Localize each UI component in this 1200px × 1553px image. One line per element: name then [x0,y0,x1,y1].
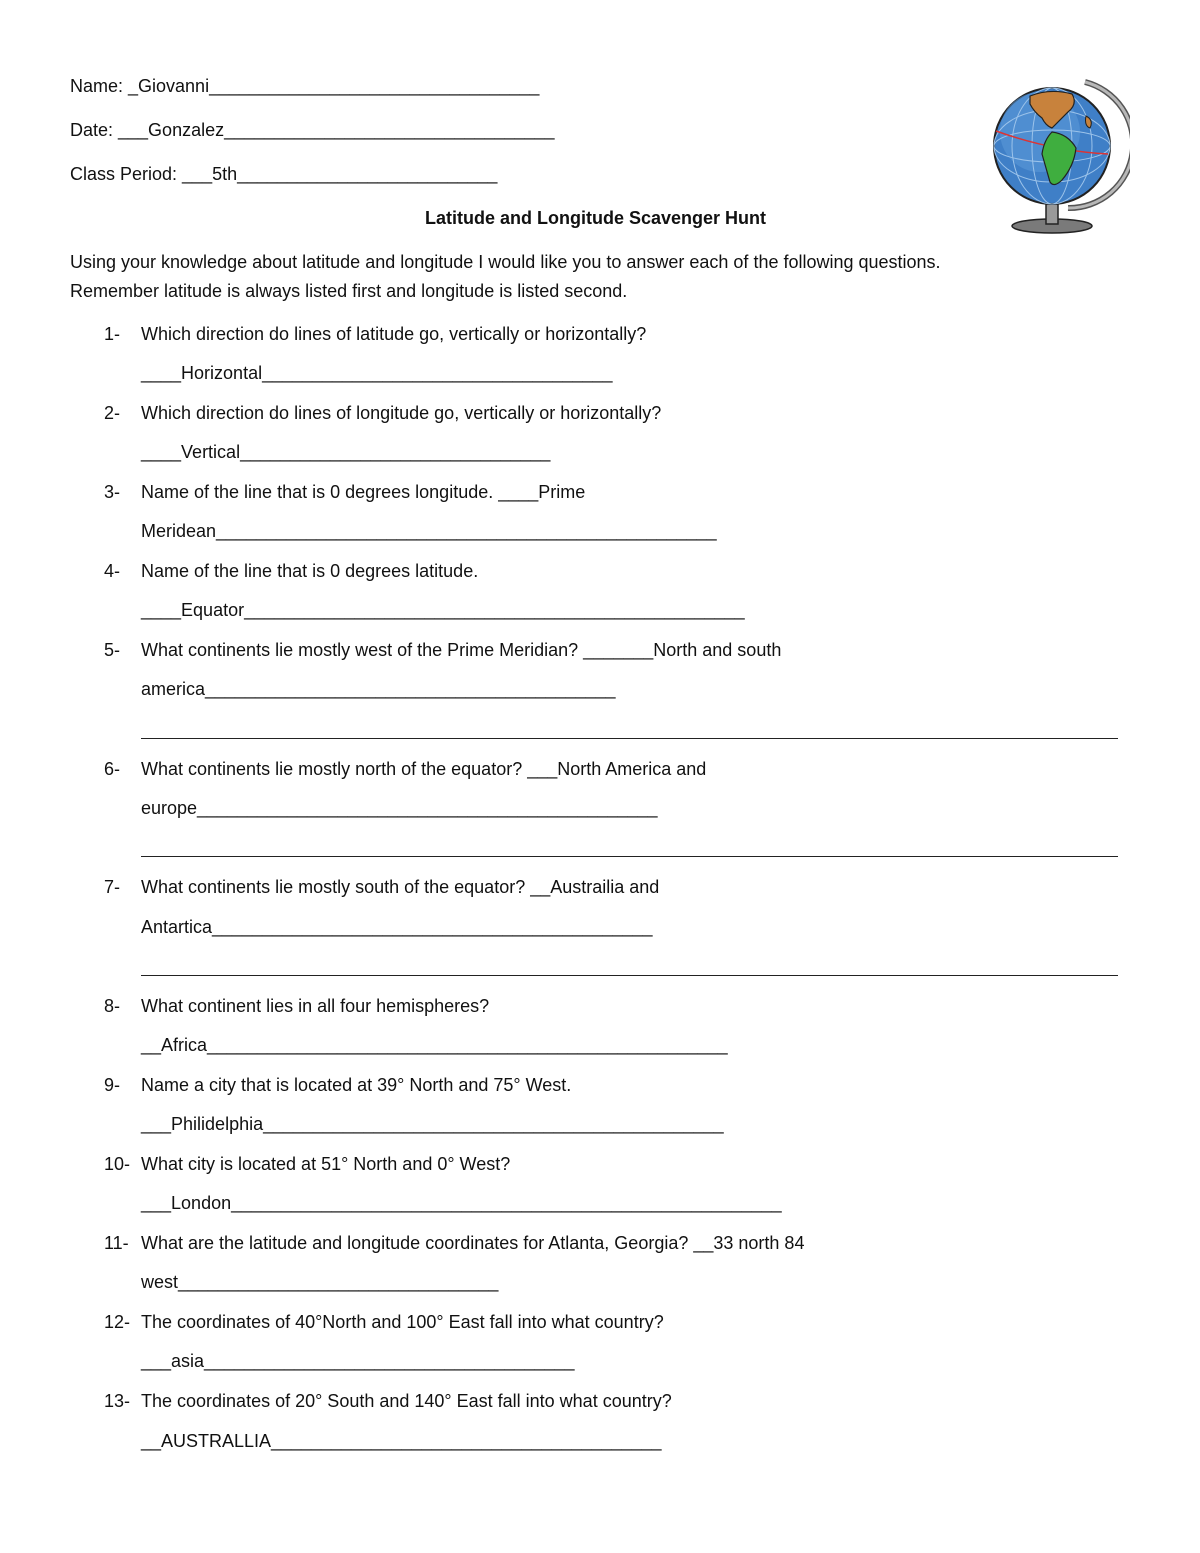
question-number: 10- [104,1154,131,1174]
question-number: 7- [104,877,121,897]
answer-text: ____Horizontal___________________________________ [141,363,613,383]
worksheet-title: Latitude and Longitude Scavenger Hunt [425,208,767,228]
question-number: 9- [104,1075,121,1095]
answer-text: west________________________________ [141,1272,499,1292]
question-text: What continents lie mostly west of the Prime Meridian? _______North and south [141,640,782,660]
question-text: What continents lie mostly south of the equator? __Austrailia and [141,877,660,897]
globe-icon [990,76,1130,236]
question-number: 12- [104,1312,131,1332]
answer-blank-line [141,975,1118,976]
question-text: The coordinates of 40°North and 100° East fall into what country? [141,1312,664,1332]
answer-text: Meridean__________________________________________________ [141,521,717,541]
question-number: 4- [104,561,121,581]
name-field: Name: _Giovanni_________________________________ [70,76,540,96]
answer-blank-line [141,856,1118,857]
question-text: What city is located at 51° North and 0° West? [141,1154,511,1174]
intro-line-2: Remember latitude is always listed first and longitude is listed second. [70,281,628,301]
answer-text: __Africa____________________________________________________ [141,1035,728,1055]
answer-text: ____Equator__________________________________________________ [141,600,745,620]
question-text: What are the latitude and longitude coordinates for Atlanta, Georgia? __33 north 84 [141,1233,805,1253]
answer-text: ___asia_____________________________________ [141,1351,575,1371]
answer-text: america_________________________________________ [141,679,616,699]
answer-text: ___Philidelphia______________________________________________ [141,1114,724,1134]
question-number: 11- [104,1233,129,1253]
question-number: 8- [104,996,121,1016]
answer-text: ____Vertical_______________________________ [141,442,551,462]
answer-text: Antartica____________________________________________ [141,917,653,937]
question-text: Name of the line that is 0 degrees longitude. ____Prime [141,482,586,502]
question-text: Which direction do lines of longitude go, vertically or horizontally? [141,403,662,423]
question-number: 2- [104,403,121,423]
question-number: 13- [104,1391,131,1411]
answer-text: ___London_______________________________________________________ [141,1193,782,1213]
intro-line-1: Using your knowledge about latitude and longitude I would like you to answer each of the following questions. [70,252,941,272]
question-number: 6- [104,759,121,779]
date-field: Date: ___Gonzalez_________________________________ [70,120,555,140]
question-number: 5- [104,640,121,660]
question-text: What continent lies in all four hemispheres? [141,996,490,1016]
question-text: The coordinates of 20° South and 140° East fall into what country? [141,1391,672,1411]
answer-text: __AUSTRALLIA_______________________________________ [141,1431,662,1451]
question-number: 3- [104,482,121,502]
answer-blank-line [141,738,1118,739]
question-text: What continents lie mostly north of the equator? ___North America and [141,759,707,779]
question-text: Name a city that is located at 39° North and 75° West. [141,1075,572,1095]
question-text: Which direction do lines of latitude go, vertically or horizontally? [141,324,647,344]
class-period-field: Class Period: ___5th__________________________ [70,164,498,184]
answer-text: europe______________________________________________ [141,798,658,818]
question-number: 1- [104,324,121,344]
question-text: Name of the line that is 0 degrees latitude. [141,561,479,581]
